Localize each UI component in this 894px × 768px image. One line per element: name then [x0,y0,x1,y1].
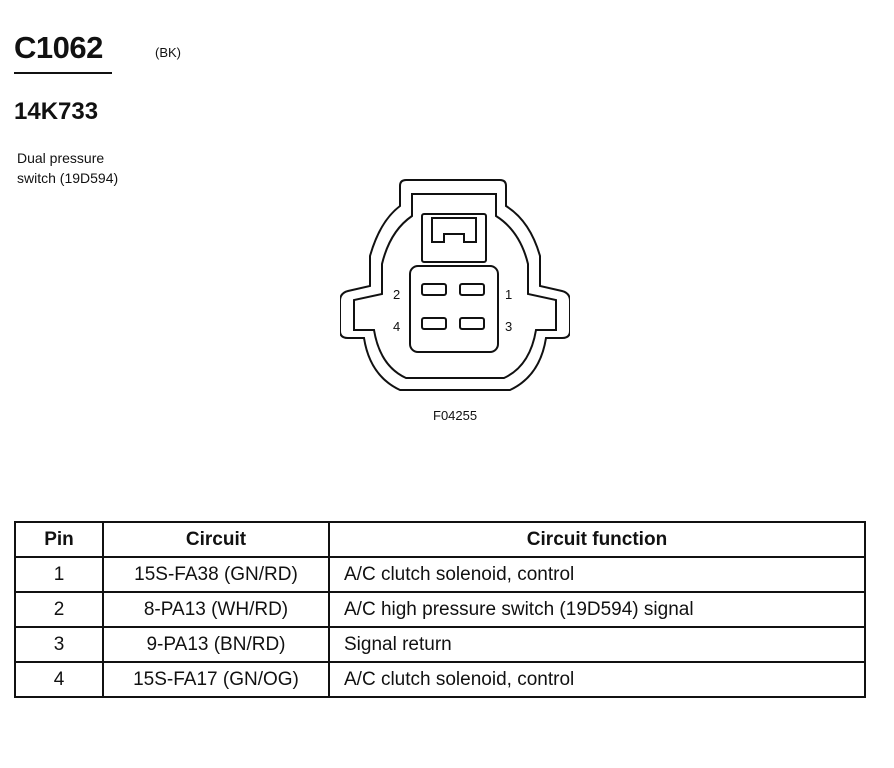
header-circuit: Circuit [103,522,329,557]
connector-id: C1062 [14,30,103,65]
function-cell: A/C clutch solenoid, control [329,557,865,592]
locking-tab-notch [432,218,476,242]
terminal-block [410,266,498,352]
table-row [15,662,865,697]
pin-label-1: 1 [505,287,513,302]
housing-outline [340,180,570,390]
description-line-1: Dual pressure [17,150,105,166]
table-row [15,557,865,592]
terminal-4 [422,318,446,329]
circuit-cell: 8-PA13 (WH/RD) [103,592,329,627]
pin-cell: 2 [15,592,103,627]
function-cell: A/C clutch solenoid, control [329,662,865,697]
pin-label-2: 2 [393,287,401,302]
pin-label-4: 4 [393,319,401,334]
table-row [15,592,865,627]
table-row [15,627,865,662]
component-description [17,148,118,188]
function-cell: Signal return [329,627,865,662]
function-cell: A/C high pressure switch (19D594) signal [329,592,865,627]
circuit-cell: 9-PA13 (BN/RD) [103,627,329,662]
pin-cell: 1 [15,557,103,592]
terminal-3 [460,318,484,329]
pinout-table [14,521,866,698]
pin-label-3: 3 [505,319,513,334]
color-code: (BK) [155,45,181,60]
table-header-row [15,522,865,557]
pin-cell: 3 [15,627,103,662]
description-line-2: switch (19D594) [17,170,119,186]
connector-id-underline [14,72,112,74]
pin-cell: 4 [15,662,103,697]
terminal-1 [460,284,484,295]
header-pin: Pin [15,522,103,557]
header-circuit-function: Circuit function [329,522,865,557]
connector-face-diagram [340,176,570,401]
terminal-2 [422,284,446,295]
figure-id: F04255 [433,408,478,423]
harness-id: 14K733 [14,98,99,125]
circuit-cell: 15S-FA38 (GN/RD) [103,557,329,592]
circuit-cell: 15S-FA17 (GN/OG) [103,662,329,697]
